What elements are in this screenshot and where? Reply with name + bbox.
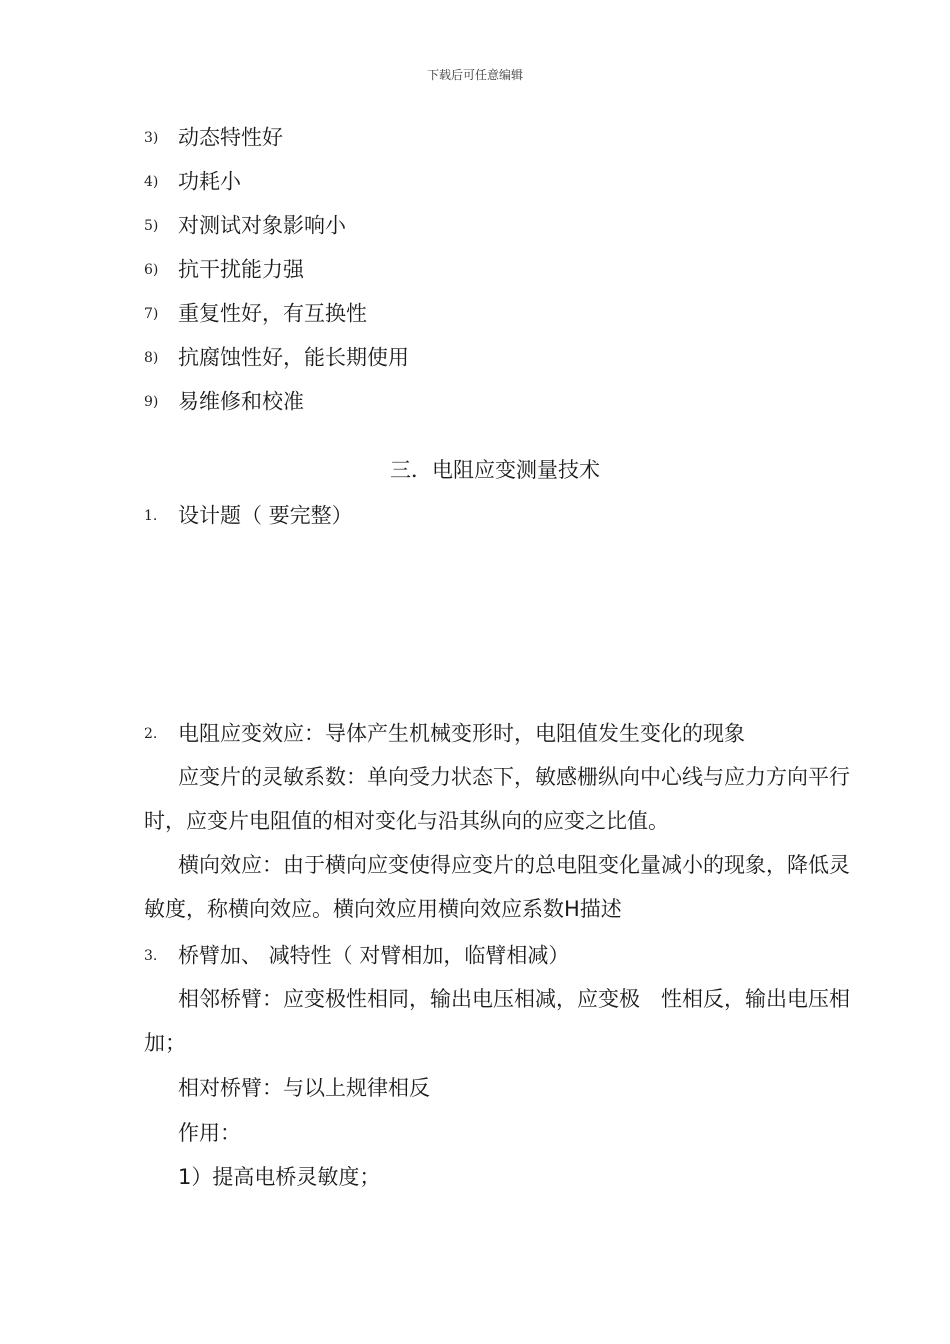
paragraph-sensitivity	[144, 755, 850, 843]
list-item	[144, 342, 409, 372]
list-item	[144, 122, 283, 152]
list-number: 5)	[144, 217, 159, 234]
list-number: 4)	[144, 173, 159, 190]
list-item	[144, 166, 241, 196]
question-1	[144, 500, 353, 530]
function-item-1: 1）提高电桥灵敏度；	[178, 1165, 381, 1189]
question-text: 设计题（ 要完整）	[178, 503, 353, 528]
paragraph-transverse-effect	[144, 843, 850, 931]
paragraph-adjacent-arms	[144, 977, 850, 1065]
page-header: 下载后可任意编辑	[426, 68, 523, 82]
opposite-arms-line: 相对桥臂：与以上规律相反	[178, 1076, 430, 1100]
paragraph-text: 相邻桥臂：应变极性相同，输出电压相减，应变极 性相反，输出电压相加；	[144, 987, 850, 1055]
list-text: 对测试对象影响小	[178, 213, 346, 238]
question-number: 3.	[144, 947, 158, 964]
list-number: 9)	[144, 393, 159, 410]
list-text: 重复性好，有互换性	[178, 301, 367, 326]
list-number: 7)	[144, 305, 159, 322]
question-text: 电阻应变效应：导体产生机械变形时，电阻值发生变化的现象	[178, 721, 745, 746]
question-number: 2.	[144, 725, 158, 742]
list-text: 抗腐蚀性好，能长期使用	[178, 345, 409, 370]
list-item	[144, 254, 304, 284]
question-text: 桥臂加、 减特性（ 对臂相加，临臂相减）	[178, 943, 570, 968]
list-number: 8)	[144, 349, 159, 366]
question-number: 1.	[144, 507, 158, 524]
list-text: 抗干扰能力强	[178, 257, 304, 282]
list-item	[144, 210, 346, 240]
list-text: 动态特性好	[178, 125, 283, 150]
list-item	[144, 298, 367, 328]
question-3	[144, 940, 569, 970]
function-label: 作用：	[178, 1121, 241, 1145]
list-number: 3)	[144, 129, 159, 146]
question-2	[144, 718, 745, 748]
list-text: 功耗小	[178, 169, 241, 194]
paragraph-text: 横向效应：由于横向应变使得应变片的总电阻变化量减小的现象，降低灵敏度，称横向效应。横向效应用横向效应系数H描述	[144, 853, 850, 921]
list-number: 6)	[144, 261, 159, 278]
list-item	[144, 386, 304, 416]
list-text: 易维修和校准	[178, 389, 304, 414]
section-title: 三．电阻应变测量技术	[390, 458, 600, 482]
paragraph-text: 应变片的灵敏系数：单向受力状态下，敏感栅纵向中心线与应力方向平行时，应变片电阻值的相对变化与沿其纵向的应变之比值。	[144, 765, 850, 833]
